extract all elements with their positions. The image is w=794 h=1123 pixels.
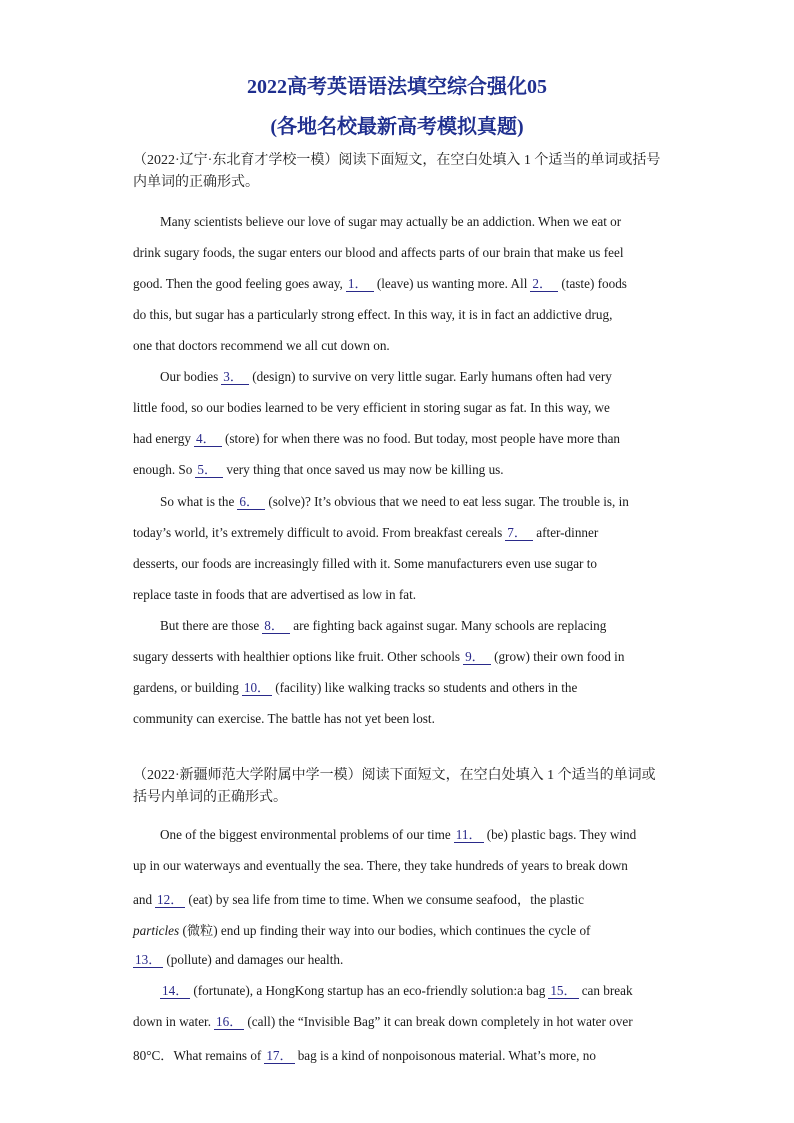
blank-13[interactable]: 13． bbox=[135, 952, 162, 967]
line-text: One of the biggest environmental problems of our time bbox=[160, 827, 451, 842]
line-text: (facility) like walking tracks so students and others in the bbox=[275, 680, 578, 695]
line-text: down in water. bbox=[133, 1014, 212, 1029]
passage-line bbox=[133, 307, 612, 323]
passage-line bbox=[133, 400, 610, 416]
line-text: enough. So bbox=[133, 462, 193, 477]
blank-7[interactable]: 7． bbox=[505, 526, 533, 541]
line-text: sugary desserts with healthier options like fruit. Other schools bbox=[133, 649, 461, 664]
passage-line bbox=[133, 680, 577, 696]
line-text: community can exercise. The battle has not yet been lost. bbox=[133, 711, 435, 726]
line-text: good. Then the good feeling goes away, bbox=[133, 276, 343, 291]
passage-line bbox=[133, 431, 620, 447]
passage-line bbox=[133, 587, 416, 603]
blank-14[interactable]: 14． bbox=[162, 983, 189, 998]
line-text: are fighting back against sugar. Many schools are replacing bbox=[293, 618, 607, 633]
passage-line bbox=[133, 1045, 596, 1064]
italic-word: particles bbox=[133, 923, 180, 938]
passage-line bbox=[160, 369, 612, 385]
line-text: (grow) their own food in bbox=[494, 649, 625, 664]
passage-line bbox=[133, 525, 598, 541]
document-subtitle: (各地名校最新高考模拟真题) bbox=[270, 116, 524, 138]
passage-line bbox=[133, 1014, 633, 1030]
passage-line bbox=[133, 952, 343, 968]
passage-line bbox=[133, 338, 390, 354]
line-text: (微粒) end up finding their way into our bodies, which continues the cycle of bbox=[182, 923, 591, 938]
line-text: (fortunate), a HongKong startup has an eco-friendly solution:a bag bbox=[193, 983, 546, 998]
line-text: gardens, or building bbox=[133, 680, 239, 695]
line-text: (store) for when there was no food. But today, most people have more than bbox=[224, 431, 621, 446]
line-text: 80°C．What remains of bbox=[133, 1048, 262, 1063]
blank-10[interactable]: 10． bbox=[243, 680, 271, 695]
blank-4[interactable]: 4． bbox=[194, 432, 222, 447]
line-text: and bbox=[133, 892, 153, 907]
passage1-instruction: （2022·辽宁·东北育才学校一模）阅读下面短文，在空白处填入 1 个适当的单词或括号内单词的正确形式。 bbox=[133, 153, 661, 190]
line-text: Many scientists believe our love of sugar may actually be an addiction. When we eat or bbox=[160, 214, 622, 229]
passage-line bbox=[133, 276, 627, 292]
blank-17[interactable]: 17． bbox=[266, 1048, 293, 1063]
line-text: do this, but sugar has a particularly strong effect. In this way, it is in fact an addictive drug, bbox=[133, 307, 613, 322]
line-text: But there are those bbox=[160, 618, 260, 633]
passage-line bbox=[133, 245, 623, 261]
passage-line bbox=[133, 889, 584, 908]
line-text: very thing that once saved us may now be killing us. bbox=[226, 462, 504, 477]
blank-8[interactable]: 8． bbox=[262, 619, 290, 634]
line-text: desserts, our foods are increasingly filled with it. Some manufacturers even use sugar to bbox=[133, 556, 597, 571]
line-text: (eat) by sea life from time to time. When we consume seafood，the plastic bbox=[188, 892, 585, 907]
blank-16[interactable]: 16． bbox=[216, 1014, 243, 1029]
blank-2[interactable]: 2． bbox=[530, 277, 558, 292]
blank-12[interactable]: 12． bbox=[157, 892, 184, 907]
line-text: bag is a kind of nonpoisonous material. What’s more, no bbox=[297, 1048, 596, 1063]
blank-3[interactable]: 3． bbox=[221, 370, 249, 385]
blank-11[interactable]: 11． bbox=[455, 827, 482, 842]
blank-9[interactable]: 9． bbox=[463, 650, 491, 665]
passage-line bbox=[133, 711, 435, 727]
line-text: today’s world, it’s extremely difficult to avoid. From breakfast cereals bbox=[133, 525, 503, 540]
line-text: little food, so our bodies learned to be very efficient in storing sugar as fat. In this way, we bbox=[133, 400, 610, 415]
line-text: after-dinner bbox=[536, 525, 599, 540]
line-text: (solve)? It’s obvious that we need to eat less sugar. The trouble is, in bbox=[268, 494, 629, 509]
line-text: So what is the bbox=[160, 494, 235, 509]
passage-line bbox=[133, 649, 624, 665]
passage-line bbox=[160, 214, 621, 230]
passage-line bbox=[160, 494, 629, 510]
blank-5[interactable]: 5． bbox=[195, 463, 223, 478]
passage-line bbox=[160, 983, 633, 999]
line-text: (be) plastic bags. They wind bbox=[486, 827, 637, 842]
passage-line bbox=[160, 827, 636, 843]
line-text: Our bodies bbox=[160, 369, 219, 384]
line-text: (call) the “Invisible Bag” it can break down completely in hot water over bbox=[247, 1014, 633, 1029]
passage-line bbox=[160, 618, 606, 634]
blank-6[interactable]: 6． bbox=[237, 495, 265, 510]
line-text: one that doctors recommend we all cut down on. bbox=[133, 338, 390, 353]
line-text: can break bbox=[581, 983, 633, 998]
line-text: (design) to survive on very little sugar. Early humans often had very bbox=[252, 369, 612, 384]
line-text: up in our waterways and eventually the sea. There, they take hundreds of years to break down bbox=[133, 858, 628, 873]
line-text: had energy bbox=[133, 431, 191, 446]
line-text: replace taste in foods that are advertised as low in fat. bbox=[133, 587, 417, 602]
document-title: 2022高考英语语法填空综合强化05 bbox=[247, 76, 547, 98]
passage2-instruction: （2022·新疆师范大学附属中学一模）阅读下面短文，在空白处填入 1 个适当的单词或括号内单词的正确形式。 bbox=[133, 768, 656, 805]
passage-line bbox=[133, 858, 628, 874]
line-text: drink sugary foods, the sugar enters our blood and affects parts of our brain that make us feel bbox=[133, 245, 624, 260]
line-text: (pollute) and damages our health. bbox=[166, 952, 344, 967]
passage-line bbox=[133, 556, 597, 572]
line-text: (taste) foods bbox=[561, 276, 627, 291]
blank-15[interactable]: 15． bbox=[550, 983, 577, 998]
blank-1[interactable]: 1． bbox=[346, 277, 374, 292]
passage-line bbox=[133, 462, 504, 478]
passage-line bbox=[133, 920, 590, 939]
line-text: (leave) us wanting more. All bbox=[376, 276, 528, 291]
